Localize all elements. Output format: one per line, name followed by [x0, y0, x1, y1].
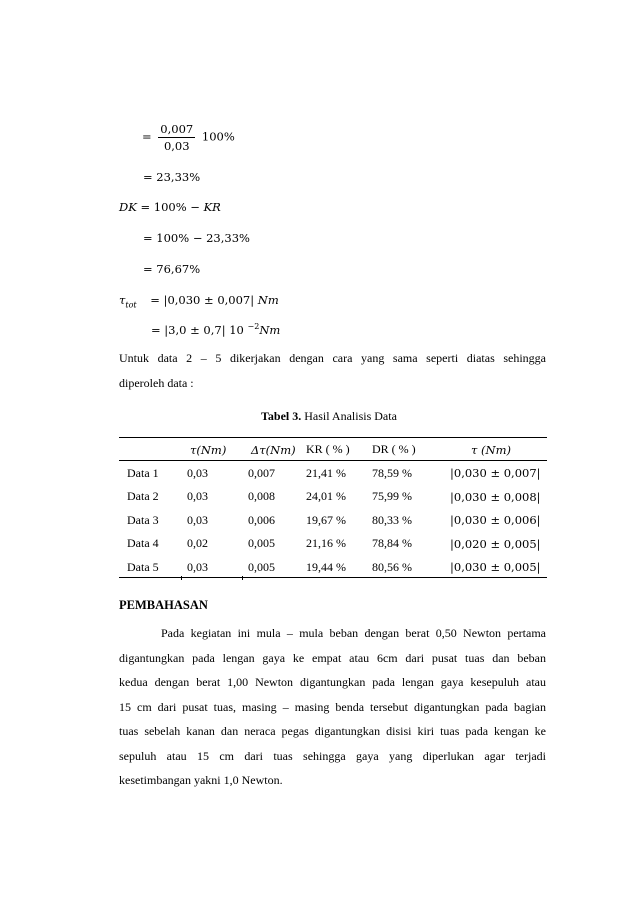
- cell-dr: 75,99 %: [372, 489, 412, 504]
- tau-subscript: tot: [125, 300, 137, 310]
- paragraph-line: kedua dengan berat 1,00 Newton digantungkan pada lengan gaya kesepuluh atau: [119, 675, 546, 689]
- header-delta-tau: Δτ(Nm): [251, 442, 296, 457]
- cell-delta-tau: 0,006: [248, 512, 275, 527]
- analysis-table: [119, 438, 547, 579]
- cell-tau-range: |0,030 ± 0,008|: [450, 489, 541, 504]
- row-label: Data 3: [127, 512, 159, 527]
- cell-dr: 80,56 %: [372, 559, 412, 574]
- header-dr: DR ( % ): [372, 442, 416, 457]
- row-label: Data 1: [127, 465, 159, 480]
- tau-scaled-rhs: = |3,0 ± 0,7| 10: [151, 322, 248, 337]
- table-caption-label: Tabel 3.: [261, 409, 302, 423]
- table-caption: [261, 409, 397, 424]
- cell-tau: 0,03: [187, 512, 208, 527]
- cell-tau: 0,03: [187, 489, 208, 504]
- tau-tot-rhs: = |0,030 ± 0,007|: [150, 293, 258, 307]
- cell-kr: 19,67 %: [306, 512, 346, 527]
- tau-symbol: τ: [119, 293, 126, 307]
- cell-dr: 80,33 %: [372, 512, 412, 527]
- cell-tau: 0,02: [187, 536, 208, 551]
- cell-kr: 24,01 %: [306, 489, 346, 504]
- table-header-row: [119, 438, 547, 462]
- row-label: Data 4: [127, 536, 159, 551]
- equation-tau-scaled: [151, 322, 280, 337]
- cell-kr: 21,41 %: [306, 465, 346, 480]
- dk-rhs: = 100% −: [140, 200, 204, 214]
- row-label: Data 5: [127, 559, 159, 574]
- paragraph-line: digantungkan pada lengan gaya ke empat atau 6cm dari pusat tuas dan beban: [119, 651, 546, 665]
- cell-delta-tau: 0,005: [248, 559, 275, 574]
- header-tau-range: τ (Nm): [471, 442, 511, 457]
- cell-tau: 0,03: [187, 559, 208, 574]
- cell-kr: 21,16 %: [306, 536, 346, 551]
- fraction-denominator: 0,03: [163, 139, 190, 153]
- cell-tau-range: |0,030 ± 0,006|: [450, 513, 541, 528]
- dk-symbol: DK: [119, 200, 137, 214]
- equation-fraction: [142, 122, 235, 153]
- tau-scaled-unit: Nm: [259, 322, 281, 337]
- table-row: [119, 485, 547, 509]
- equation-dk-result: = 76,67%: [143, 262, 201, 276]
- table-row: [119, 556, 547, 580]
- cell-dr: 78,59 %: [372, 465, 412, 480]
- table-row: [119, 509, 547, 533]
- equals-sign: =: [142, 129, 152, 144]
- table-row: [119, 532, 547, 556]
- section-heading: PEMBAHASAN: [119, 598, 208, 612]
- paragraph-line: tuas sebelah kanan dan neraca pegas digantungkan disisi kiri tuas pada kengan ke: [119, 724, 546, 738]
- cell-delta-tau: 0,005: [248, 536, 275, 551]
- row-label: Data 2: [127, 489, 159, 504]
- cell-delta-tau: 0,007: [248, 465, 275, 480]
- paragraph-line: Pada kegiatan ini mula – mula beban dengan berat 0,50 Newton pertama: [161, 626, 546, 640]
- cell-kr: 19,44 %: [306, 559, 346, 574]
- intro-line-2: diperoleh data :: [119, 376, 194, 390]
- equation-kr-result: = 23,33%: [143, 170, 201, 184]
- equation-dk-substituted: = 100% − 23,33%: [143, 231, 250, 245]
- cell-delta-tau: 0,008: [248, 489, 275, 504]
- header-tau: τ(Nm): [190, 442, 227, 457]
- fraction: [158, 122, 195, 153]
- kr-symbol: KR: [203, 200, 221, 214]
- cell-tau-range: |0,030 ± 0,007|: [450, 466, 541, 481]
- header-cell-empty: [119, 438, 181, 462]
- intro-line-1: Untuk data 2 – 5 dikerjakan dengan cara yang sama seperti diatas sehingga: [119, 351, 546, 365]
- table-caption-text: Hasil Analisis Data: [301, 409, 397, 423]
- header-kr: KR ( % ): [306, 442, 350, 457]
- equation-tau-tot: [119, 293, 279, 309]
- table-row: [119, 462, 547, 486]
- paragraph-line: kesetimbangan yakni 1,0 Newton.: [119, 773, 283, 787]
- paragraph-line: sepuluh atau 15 cm dari tuas sehingga gaya yang diperlukan agar terjadi: [119, 749, 546, 763]
- tau-scaled-exponent: −2: [247, 322, 260, 331]
- equation-dk: [119, 200, 221, 214]
- tau-tot-unit: Nm: [257, 293, 279, 307]
- fraction-multiplier: 100%: [201, 129, 235, 144]
- cell-tau: 0,03: [187, 465, 208, 480]
- cell-tau-range: |0,020 ± 0,005|: [450, 536, 541, 551]
- paragraph-line: 15 cm dari pusat tuas, masing – masing benda tersebut digantungkan pada bagian: [119, 700, 546, 714]
- fraction-numerator: 0,007: [160, 122, 194, 136]
- cell-dr: 78,84 %: [372, 536, 412, 551]
- cell-tau-range: |0,030 ± 0,005|: [450, 560, 541, 575]
